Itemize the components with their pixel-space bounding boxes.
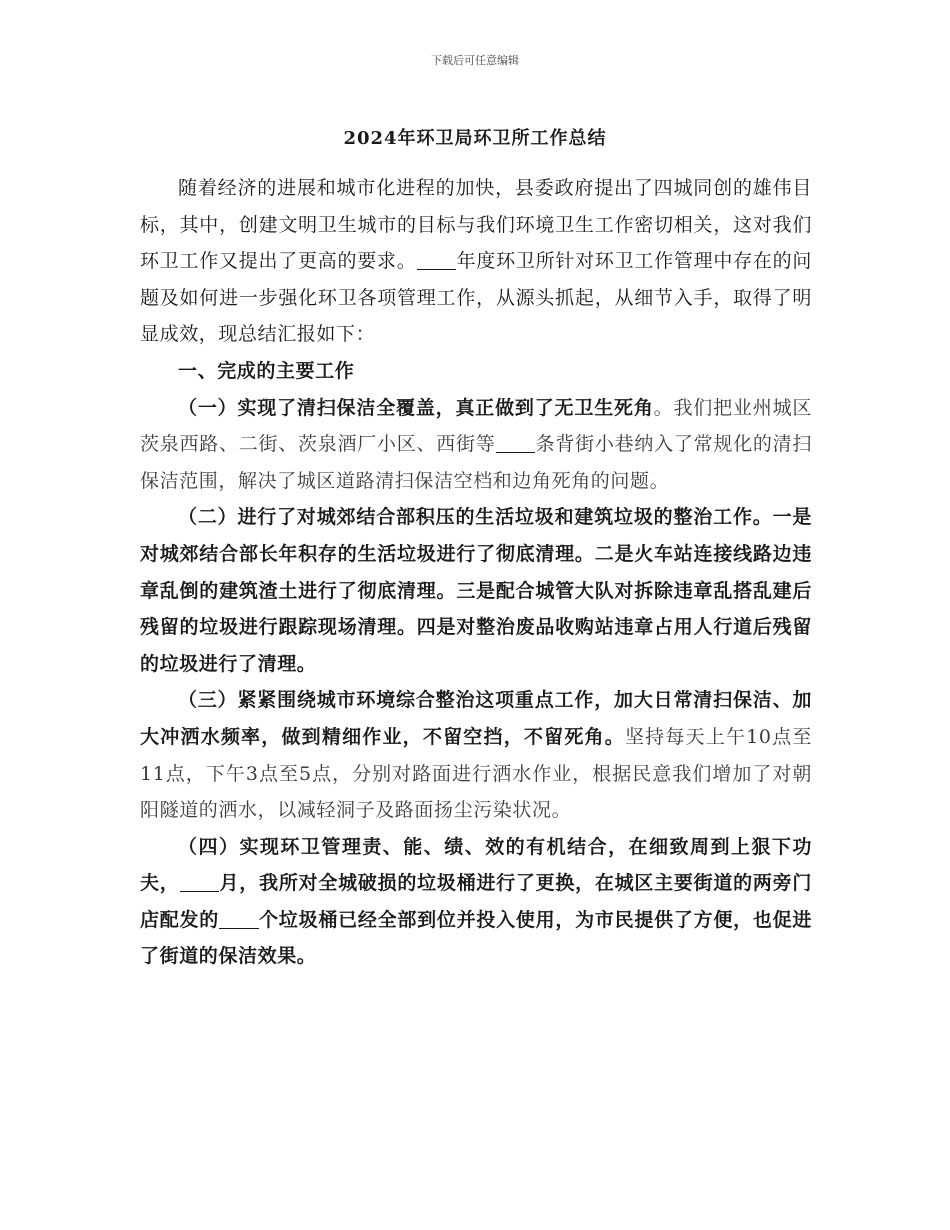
item-1-text-b: 条背街小巷纳入了常规化的清扫保洁范围，解决了城区道路清扫保洁空档和边角死角的问题。 — [140, 433, 812, 492]
item-2-paragraph: （二）进行了对城郊结合部积压的生活垃圾和建筑垃圾的整治工作。一是对城郊结合部长年积存的生活垃圾进行了彻底清理。二是火车站连接线路边违章乱倒的建筑渣土进行了彻底清理。三是配合城管大队对拆除违章乱搭乱建后残留的垃圾进行跟踪现场清理。四是对整治废品收购站违章占用人行道后残留的垃圾进行了清理。 — [140, 506, 812, 675]
item-4-text-b: 月，我所对全城破损的垃圾桶进行了更换，在城区主要街道的两旁门店配发的 — [140, 872, 812, 931]
intro-paragraph — [140, 170, 812, 353]
item-1-text-a: 。我们把业州城区茨泉西路、二街、茨泉酒厂小区、西街等 — [140, 396, 812, 456]
blank-line — [417, 250, 457, 270]
document-title: 2024年环卫局环卫所工作总结 — [343, 128, 607, 149]
intro-text-b: 年度环卫所针对环卫工作管理中存在的问题及如何进一步强化环卫各项管理工作，从源头抓起，从细节入手，取得了明显成效，现总结汇报如下： — [140, 250, 812, 346]
item-1-heading: （一）实现了清扫保洁全覆盖，真正做到了无卫生死角 — [178, 396, 654, 419]
section-heading: 一、完成的主要工作 — [178, 359, 355, 382]
document-body — [140, 170, 812, 975]
blank-line — [219, 909, 259, 929]
blank-line — [180, 872, 220, 892]
intro-text-a: 随着经济的进展和城市化进程的加快，县委政府提出了四城同创的雄伟目标，其中，创建文明卫生城市的目标与我们环境卫生工作密切相关，这对我们环卫工作又提出了更高的要求。 — [140, 177, 812, 273]
item-3-heading: （三）紧紧围绕城市环境综合整治这项重点工作，加大日常清扫保洁、加大冲洒水频率，做到精细作业，不留空挡，不留死角。 — [140, 689, 812, 748]
item-4-paragraph — [140, 829, 812, 975]
item-4-text-c: 个垃圾桶已经全部到位并投入使用，为市民提供了方便，也促进了街道的保洁效果。 — [140, 908, 812, 968]
item-1-paragraph — [140, 390, 812, 500]
item-3-text: 坚持每天上午10点至11点，下午3点至5点，分别对路面进行洒水作业，根据民意我们增加了对朝阳隧道的洒水，以减轻洞子及路面扬尘污染状况。 — [140, 725, 812, 822]
item-3-paragraph — [140, 682, 812, 828]
blank-line — [496, 433, 536, 453]
page-header-note: 下载后可任意编辑 — [431, 54, 519, 67]
item-4-text-a: （四）实现环卫管理责、能、绩、效的有机结合，在细致周到上狠下功夫， — [140, 835, 812, 895]
